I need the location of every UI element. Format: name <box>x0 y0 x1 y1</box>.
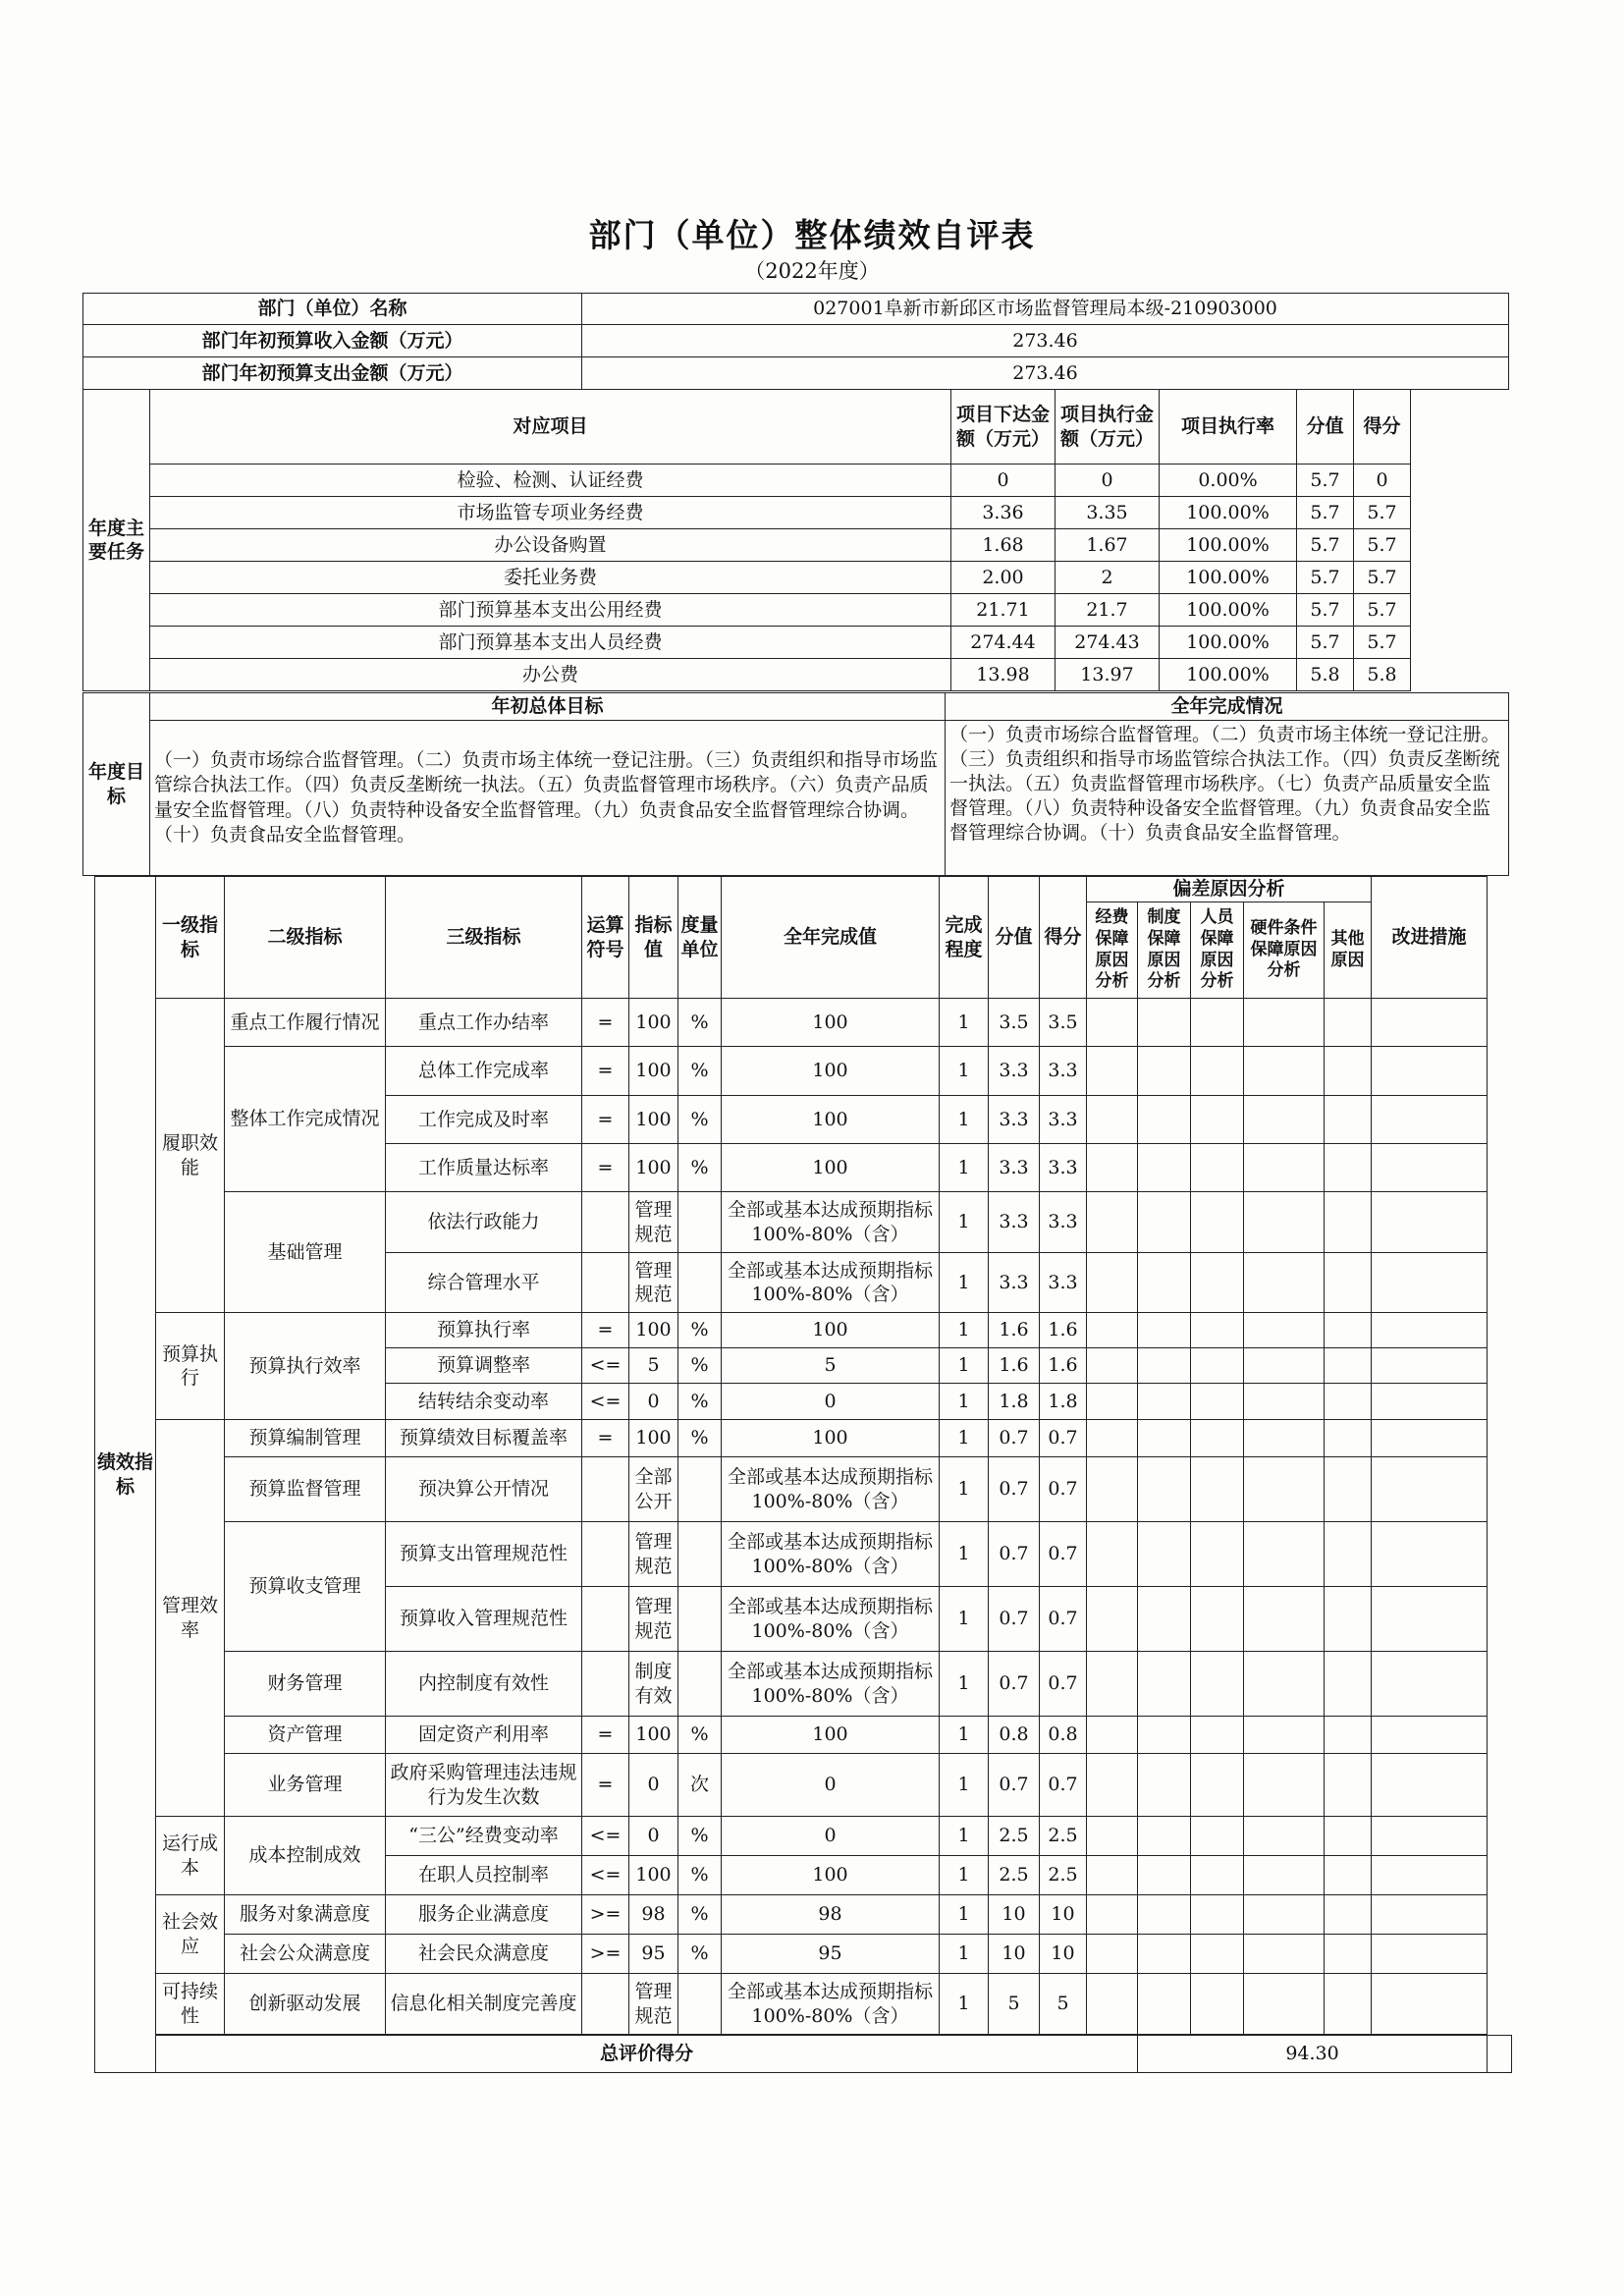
metric-degree: 1 <box>940 1313 989 1348</box>
task-row <box>83 465 1509 497</box>
task-name: 办公费 <box>150 659 951 691</box>
task-name: 检验、检测、认证经费 <box>150 465 951 497</box>
table-row <box>95 1974 1512 2035</box>
task-row <box>83 627 1509 659</box>
total-score: 94.30 <box>1138 2036 1488 2073</box>
metric-target: 100 <box>629 1313 678 1348</box>
metric-op <box>582 1522 629 1587</box>
metric-degree: 1 <box>940 1587 989 1652</box>
metric-name: 服务企业满意度 <box>386 1895 582 1935</box>
metric-name: 固定资产利用率 <box>386 1717 582 1754</box>
task-value: 5.7 <box>1297 497 1354 529</box>
metric-score: 0.7 <box>1040 1754 1087 1817</box>
metric-degree: 1 <box>940 1047 989 1096</box>
metric-target: 95 <box>629 1935 678 1974</box>
metric-value: 5 <box>989 1974 1040 2035</box>
col-executed: 项目执行金额（万元） <box>1056 390 1160 465</box>
group-label: 社会效应 <box>156 1895 225 1974</box>
table-row <box>95 1935 1512 1974</box>
metric-op: <= <box>582 1817 629 1856</box>
metric-value: 3.3 <box>989 1253 1040 1313</box>
unit-name-label: 部门（单位）名称 <box>83 294 582 325</box>
metric-op <box>582 1192 629 1253</box>
metric-value: 2.5 <box>989 1856 1040 1895</box>
col-dev-other: 其他原因 <box>1325 902 1372 999</box>
metric-name: 预算调整率 <box>386 1348 582 1384</box>
col-value: 分值 <box>989 877 1040 999</box>
metric-unit: % <box>678 1420 722 1457</box>
table-row <box>95 1895 1512 1935</box>
col-dev-fund: 经费保障原因分析 <box>1087 902 1138 999</box>
task-name: 市场监管专项业务经费 <box>150 497 951 529</box>
task-value: 5.7 <box>1297 465 1354 497</box>
subgroup-label: 成本控制成效 <box>225 1817 386 1895</box>
task-name: 部门预算基本支出人员经费 <box>150 627 951 659</box>
metric-degree: 1 <box>940 1717 989 1754</box>
metric-name: 工作完成及时率 <box>386 1096 582 1144</box>
metric-score: 10 <box>1040 1895 1087 1935</box>
page-year: （2022年度） <box>744 259 880 283</box>
metric-unit <box>678 1652 722 1717</box>
metrics-table <box>94 876 1512 2073</box>
subgroup-label: 业务管理 <box>225 1754 386 1817</box>
task-allocated: 274.44 <box>951 627 1056 659</box>
metric-actual: 全部或基本达成预期指标100%-80%（含） <box>722 1253 940 1313</box>
metric-op: = <box>582 1047 629 1096</box>
task-rate: 100.00% <box>1160 562 1297 594</box>
metric-value: 3.3 <box>989 1047 1040 1096</box>
task-score: 5.7 <box>1354 594 1411 627</box>
metric-target: 全部公开 <box>629 1457 678 1522</box>
metric-unit: % <box>678 1313 722 1348</box>
col-project: 对应项目 <box>150 390 951 465</box>
metric-degree: 1 <box>940 1457 989 1522</box>
metric-score: 3.3 <box>1040 1144 1087 1192</box>
metric-name: 社会民众满意度 <box>386 1935 582 1974</box>
metric-value: 0.7 <box>989 1652 1040 1717</box>
metric-name: 预算绩效目标覆盖率 <box>386 1420 582 1457</box>
task-rate: 0.00% <box>1160 465 1297 497</box>
metric-unit: % <box>678 1895 722 1935</box>
metric-unit <box>678 1974 722 2035</box>
metric-actual: 全部或基本达成预期指标100%-80%（含） <box>722 1522 940 1587</box>
metric-score: 3.3 <box>1040 1047 1087 1096</box>
metric-op: = <box>582 1717 629 1754</box>
metric-degree: 1 <box>940 1652 989 1717</box>
metric-score: 2.5 <box>1040 1856 1087 1895</box>
metric-value: 0.7 <box>989 1522 1040 1587</box>
table-row <box>95 1457 1512 1522</box>
metric-score: 3.5 <box>1040 999 1087 1047</box>
task-score: 5.7 <box>1354 627 1411 659</box>
col-deviation: 偏差原因分析 <box>1087 877 1372 902</box>
metric-op <box>582 1253 629 1313</box>
task-executed: 274.43 <box>1056 627 1160 659</box>
table-row <box>95 1192 1512 1253</box>
metric-actual: 95 <box>722 1935 940 1974</box>
metric-actual: 100 <box>722 1313 940 1348</box>
task-score: 5.7 <box>1354 562 1411 594</box>
subgroup-label: 创新驱动发展 <box>225 1974 386 2035</box>
task-score: 5.7 <box>1354 529 1411 562</box>
metric-value: 10 <box>989 1895 1040 1935</box>
total-row <box>95 2036 1512 2073</box>
metric-value: 1.6 <box>989 1313 1040 1348</box>
metric-target: 100 <box>629 1717 678 1754</box>
metric-target: 100 <box>629 1047 678 1096</box>
subgroup-label: 服务对象满意度 <box>225 1895 386 1935</box>
completion-text: （一）负责市场综合监督管理。（二）负责市场主体统一登记注册。（三）负责组织和指导市场监管综合执法工作。（四）负责反垄断统一执法。（五）负责监督管理市场秩序。（七）负责产品质量安全监督管理。（八）负责特种设备安全监督管理。（九）负责食品安全监督管理综合协调。（十）负责食品安全监督管理。 <box>946 721 1509 876</box>
task-row <box>83 562 1509 594</box>
task-executed: 0 <box>1056 465 1160 497</box>
task-rate: 100.00% <box>1160 594 1297 627</box>
metric-op: = <box>582 999 629 1047</box>
subgroup-label: 预算执行效率 <box>225 1313 386 1420</box>
goals-table <box>82 692 1509 876</box>
metric-op: <= <box>582 1856 629 1895</box>
metric-actual: 全部或基本达成预期指标100%-80%（含） <box>722 1192 940 1253</box>
metric-score: 3.3 <box>1040 1192 1087 1253</box>
metric-actual: 100 <box>722 1420 940 1457</box>
group-label: 预算执行 <box>156 1313 225 1420</box>
task-executed: 3.35 <box>1056 497 1160 529</box>
metric-name: 结转结余变动率 <box>386 1384 582 1420</box>
metric-value: 1.8 <box>989 1384 1040 1420</box>
metric-unit: % <box>678 1856 722 1895</box>
goals-section-label: 年度目标 <box>83 693 150 876</box>
task-allocated: 0 <box>951 465 1056 497</box>
subgroup-label: 财务管理 <box>225 1652 386 1717</box>
subgroup-label: 整体工作完成情况 <box>225 1047 386 1192</box>
task-executed: 21.7 <box>1056 594 1160 627</box>
col-score: 得分 <box>1040 877 1087 999</box>
metric-actual: 0 <box>722 1384 940 1420</box>
metric-degree: 1 <box>940 1856 989 1895</box>
task-value: 5.8 <box>1297 659 1354 691</box>
task-row <box>83 594 1509 627</box>
metric-target: 5 <box>629 1348 678 1384</box>
metric-degree: 1 <box>940 1895 989 1935</box>
metric-value: 3.5 <box>989 999 1040 1047</box>
metric-unit: % <box>678 1717 722 1754</box>
total-label: 总评价得分 <box>156 2036 1138 2073</box>
page-title: 部门（单位）整体绩效自评表 <box>588 216 1036 254</box>
metric-unit <box>678 1522 722 1587</box>
metric-value: 1.6 <box>989 1348 1040 1384</box>
metric-name: 信息化相关制度完善度 <box>386 1974 582 2035</box>
metric-name: “三公”经费变动率 <box>386 1817 582 1856</box>
metric-score: 0.8 <box>1040 1717 1087 1754</box>
metric-name: 总体工作完成率 <box>386 1047 582 1096</box>
task-rate: 100.00% <box>1160 659 1297 691</box>
task-allocated: 1.68 <box>951 529 1056 562</box>
metric-unit: % <box>678 1817 722 1856</box>
task-value: 5.7 <box>1297 562 1354 594</box>
task-allocated: 2.00 <box>951 562 1056 594</box>
task-value: 5.7 <box>1297 627 1354 659</box>
metric-op: = <box>582 1754 629 1817</box>
metric-actual: 100 <box>722 999 940 1047</box>
table-row <box>95 1522 1512 1587</box>
metric-op: <= <box>582 1384 629 1420</box>
metric-op <box>582 1652 629 1717</box>
metric-op: >= <box>582 1895 629 1935</box>
metric-unit <box>678 1587 722 1652</box>
metric-name: 重点工作办结率 <box>386 999 582 1047</box>
col-op: 运算符号 <box>582 877 629 999</box>
subgroup-label: 重点工作履行情况 <box>225 999 386 1047</box>
tasks-table <box>82 389 1509 691</box>
metric-degree: 1 <box>940 1096 989 1144</box>
metric-name: 预算收入管理规范性 <box>386 1587 582 1652</box>
metric-unit: 次 <box>678 1754 722 1817</box>
metric-op: = <box>582 1313 629 1348</box>
metric-target: 管理规范 <box>629 1192 678 1253</box>
task-executed: 13.97 <box>1056 659 1160 691</box>
group-label: 可持续性 <box>156 1974 225 2035</box>
table-row <box>95 1754 1512 1817</box>
initial-goal-text: （一）负责市场综合监督管理。（二）负责市场主体统一登记注册。（三）负责组织和指导市场监管综合执法工作。（四）负责反垄断统一执法。（五）负责监督管理市场秩序。（六）负责产品质量安全监督管理。（八）负责特种设备安全监督管理。（九）负责食品安全监督管理综合协调。（十）负责食品安全监督管理。 <box>150 721 946 876</box>
metric-unit: % <box>678 1096 722 1144</box>
metric-target: 100 <box>629 1144 678 1192</box>
task-rate: 100.00% <box>1160 627 1297 659</box>
metric-actual: 100 <box>722 1856 940 1895</box>
metric-unit <box>678 1192 722 1253</box>
expense-value: 273.46 <box>582 357 1509 390</box>
metric-op: = <box>582 1096 629 1144</box>
table-row <box>95 1652 1512 1717</box>
metric-unit: % <box>678 1384 722 1420</box>
metric-name: 综合管理水平 <box>386 1253 582 1313</box>
metric-op <box>582 1457 629 1522</box>
table-row <box>95 999 1512 1047</box>
metric-actual: 0 <box>722 1754 940 1817</box>
group-label: 管理效率 <box>156 1420 225 1817</box>
metric-value: 10 <box>989 1935 1040 1974</box>
metric-value: 3.3 <box>989 1192 1040 1253</box>
metric-op: = <box>582 1144 629 1192</box>
initial-goal-label: 年初总体目标 <box>150 693 946 721</box>
task-row <box>83 497 1509 529</box>
task-name: 委托业务费 <box>150 562 951 594</box>
col-level1: 一级指标 <box>156 877 225 999</box>
metric-score: 10 <box>1040 1935 1087 1974</box>
metric-target: 管理规范 <box>629 1522 678 1587</box>
metric-unit: % <box>678 1935 722 1974</box>
metric-degree: 1 <box>940 1817 989 1856</box>
metric-actual: 0 <box>722 1817 940 1856</box>
metric-score: 2.5 <box>1040 1817 1087 1856</box>
metric-unit: % <box>678 1047 722 1096</box>
metric-degree: 1 <box>940 1974 989 2035</box>
table-row <box>95 1313 1512 1348</box>
metric-value: 2.5 <box>989 1817 1040 1856</box>
metric-score: 0.7 <box>1040 1587 1087 1652</box>
metric-degree: 1 <box>940 1144 989 1192</box>
group-label: 履职效能 <box>156 999 225 1313</box>
metric-target: 0 <box>629 1754 678 1817</box>
task-rate: 100.00% <box>1160 497 1297 529</box>
col-level3: 三级指标 <box>386 877 582 999</box>
metric-degree: 1 <box>940 999 989 1047</box>
metric-actual: 100 <box>722 1717 940 1754</box>
task-allocated: 13.98 <box>951 659 1056 691</box>
metric-score: 0.7 <box>1040 1420 1087 1457</box>
metric-target: 98 <box>629 1895 678 1935</box>
task-row <box>83 659 1509 691</box>
metric-unit <box>678 1253 722 1313</box>
table-row <box>95 1420 1512 1457</box>
metric-actual: 100 <box>722 1096 940 1144</box>
table-row <box>95 1717 1512 1754</box>
subgroup-label: 社会公众满意度 <box>225 1935 386 1974</box>
metric-target: 0 <box>629 1384 678 1420</box>
task-score: 5.8 <box>1354 659 1411 691</box>
col-dev-system: 制度保障原因分析 <box>1138 902 1191 999</box>
metric-degree: 1 <box>940 1935 989 1974</box>
metric-target: 管理规范 <box>629 1253 678 1313</box>
unit-name: 027001阜新市新邱区市场监督管理局本级-210903000 <box>582 294 1509 325</box>
col-score: 得分 <box>1354 390 1411 465</box>
metric-score: 1.8 <box>1040 1384 1087 1420</box>
metric-target: 制度有效 <box>629 1652 678 1717</box>
task-value: 5.7 <box>1297 529 1354 562</box>
metric-name: 内控制度有效性 <box>386 1652 582 1717</box>
col-dev-staff: 人员保障原因分析 <box>1191 902 1244 999</box>
metric-unit: % <box>678 999 722 1047</box>
metric-value: 0.7 <box>989 1420 1040 1457</box>
income-label: 部门年初预算收入金额（万元） <box>83 325 582 357</box>
metric-degree: 1 <box>940 1253 989 1313</box>
metric-value: 3.3 <box>989 1144 1040 1192</box>
metric-op: = <box>582 1420 629 1457</box>
header-table <box>82 293 1509 390</box>
metric-score: 5 <box>1040 1974 1087 2035</box>
metric-score: 0.7 <box>1040 1457 1087 1522</box>
metric-value: 0.7 <box>989 1457 1040 1522</box>
task-name: 部门预算基本支出公用经费 <box>150 594 951 627</box>
metric-actual: 全部或基本达成预期指标100%-80%（含） <box>722 1974 940 2035</box>
metric-target: 100 <box>629 1420 678 1457</box>
metric-value: 0.7 <box>989 1587 1040 1652</box>
metric-degree: 1 <box>940 1348 989 1384</box>
metric-score: 1.6 <box>1040 1313 1087 1348</box>
col-level2: 二级指标 <box>225 877 386 999</box>
metric-target: 管理规范 <box>629 1974 678 2035</box>
task-score: 0 <box>1354 465 1411 497</box>
metric-value: 0.7 <box>989 1754 1040 1817</box>
metric-actual: 全部或基本达成预期指标100%-80%（含） <box>722 1587 940 1652</box>
metric-degree: 1 <box>940 1420 989 1457</box>
completion-label: 全年完成情况 <box>946 693 1509 721</box>
metric-op: >= <box>582 1935 629 1974</box>
metric-unit: % <box>678 1348 722 1384</box>
metric-degree: 1 <box>940 1384 989 1420</box>
subgroup-label: 预算收支管理 <box>225 1522 386 1652</box>
metric-actual: 100 <box>722 1144 940 1192</box>
metric-score: 3.3 <box>1040 1253 1087 1313</box>
col-actual: 全年完成值 <box>722 877 940 999</box>
tasks-section-label: 年度主要任务 <box>83 390 150 691</box>
metric-target: 0 <box>629 1817 678 1856</box>
metric-degree: 1 <box>940 1192 989 1253</box>
col-unit: 度量单位 <box>678 877 722 999</box>
metric-name: 预决算公开情况 <box>386 1457 582 1522</box>
subgroup-label: 基础管理 <box>225 1192 386 1313</box>
task-rate: 100.00% <box>1160 529 1297 562</box>
metrics-section-label: 绩效指标 <box>95 877 156 2073</box>
metric-name: 依法行政能力 <box>386 1192 582 1253</box>
metric-score: 1.6 <box>1040 1348 1087 1384</box>
group-label: 运行成本 <box>156 1817 225 1895</box>
metric-score: 3.3 <box>1040 1096 1087 1144</box>
col-score-value: 分值 <box>1297 390 1354 465</box>
metric-target: 管理规范 <box>629 1587 678 1652</box>
metric-actual: 5 <box>722 1348 940 1384</box>
metric-degree: 1 <box>940 1522 989 1587</box>
metric-name: 预算支出管理规范性 <box>386 1522 582 1587</box>
metric-value: 0.8 <box>989 1717 1040 1754</box>
metric-actual: 全部或基本达成预期指标100%-80%（含） <box>722 1457 940 1522</box>
subgroup-label: 预算编制管理 <box>225 1420 386 1457</box>
metric-actual: 100 <box>722 1047 940 1096</box>
expense-label: 部门年初预算支出金额（万元） <box>83 357 582 390</box>
income-value: 273.46 <box>582 325 1509 357</box>
col-allocated: 项目下达金额（万元） <box>951 390 1056 465</box>
col-improve: 改进措施 <box>1372 877 1488 999</box>
metric-actual: 98 <box>722 1895 940 1935</box>
metric-target: 100 <box>629 1856 678 1895</box>
metric-degree: 1 <box>940 1754 989 1817</box>
metric-unit: % <box>678 1144 722 1192</box>
subgroup-label: 预算监督管理 <box>225 1457 386 1522</box>
metric-target: 100 <box>629 999 678 1047</box>
table-row <box>95 1047 1512 1096</box>
metric-score: 0.7 <box>1040 1652 1087 1717</box>
metric-unit <box>678 1457 722 1522</box>
metric-target: 100 <box>629 1096 678 1144</box>
metric-name: 在职人员控制率 <box>386 1856 582 1895</box>
col-dev-hardware: 硬件条件保障原因分析 <box>1244 902 1325 999</box>
metric-actual: 全部或基本达成预期指标100%-80%（含） <box>722 1652 940 1717</box>
metric-name: 工作质量达标率 <box>386 1144 582 1192</box>
table-row <box>95 1817 1512 1856</box>
task-value: 5.7 <box>1297 594 1354 627</box>
subgroup-label: 资产管理 <box>225 1717 386 1754</box>
col-target: 指标值 <box>629 877 678 999</box>
task-executed: 1.67 <box>1056 529 1160 562</box>
col-degree: 完成程度 <box>940 877 989 999</box>
metric-op: <= <box>582 1348 629 1384</box>
metric-name: 政府采购管理违法违规行为发生次数 <box>386 1754 582 1817</box>
task-executed: 2 <box>1056 562 1160 594</box>
task-allocated: 3.36 <box>951 497 1056 529</box>
metric-score: 0.7 <box>1040 1522 1087 1587</box>
task-row <box>83 529 1509 562</box>
metric-name: 预算执行率 <box>386 1313 582 1348</box>
task-score: 5.7 <box>1354 497 1411 529</box>
metric-op <box>582 1587 629 1652</box>
metric-value: 3.3 <box>989 1096 1040 1144</box>
col-rate: 项目执行率 <box>1160 390 1297 465</box>
task-allocated: 21.71 <box>951 594 1056 627</box>
task-name: 办公设备购置 <box>150 529 951 562</box>
metric-op <box>582 1974 629 2035</box>
